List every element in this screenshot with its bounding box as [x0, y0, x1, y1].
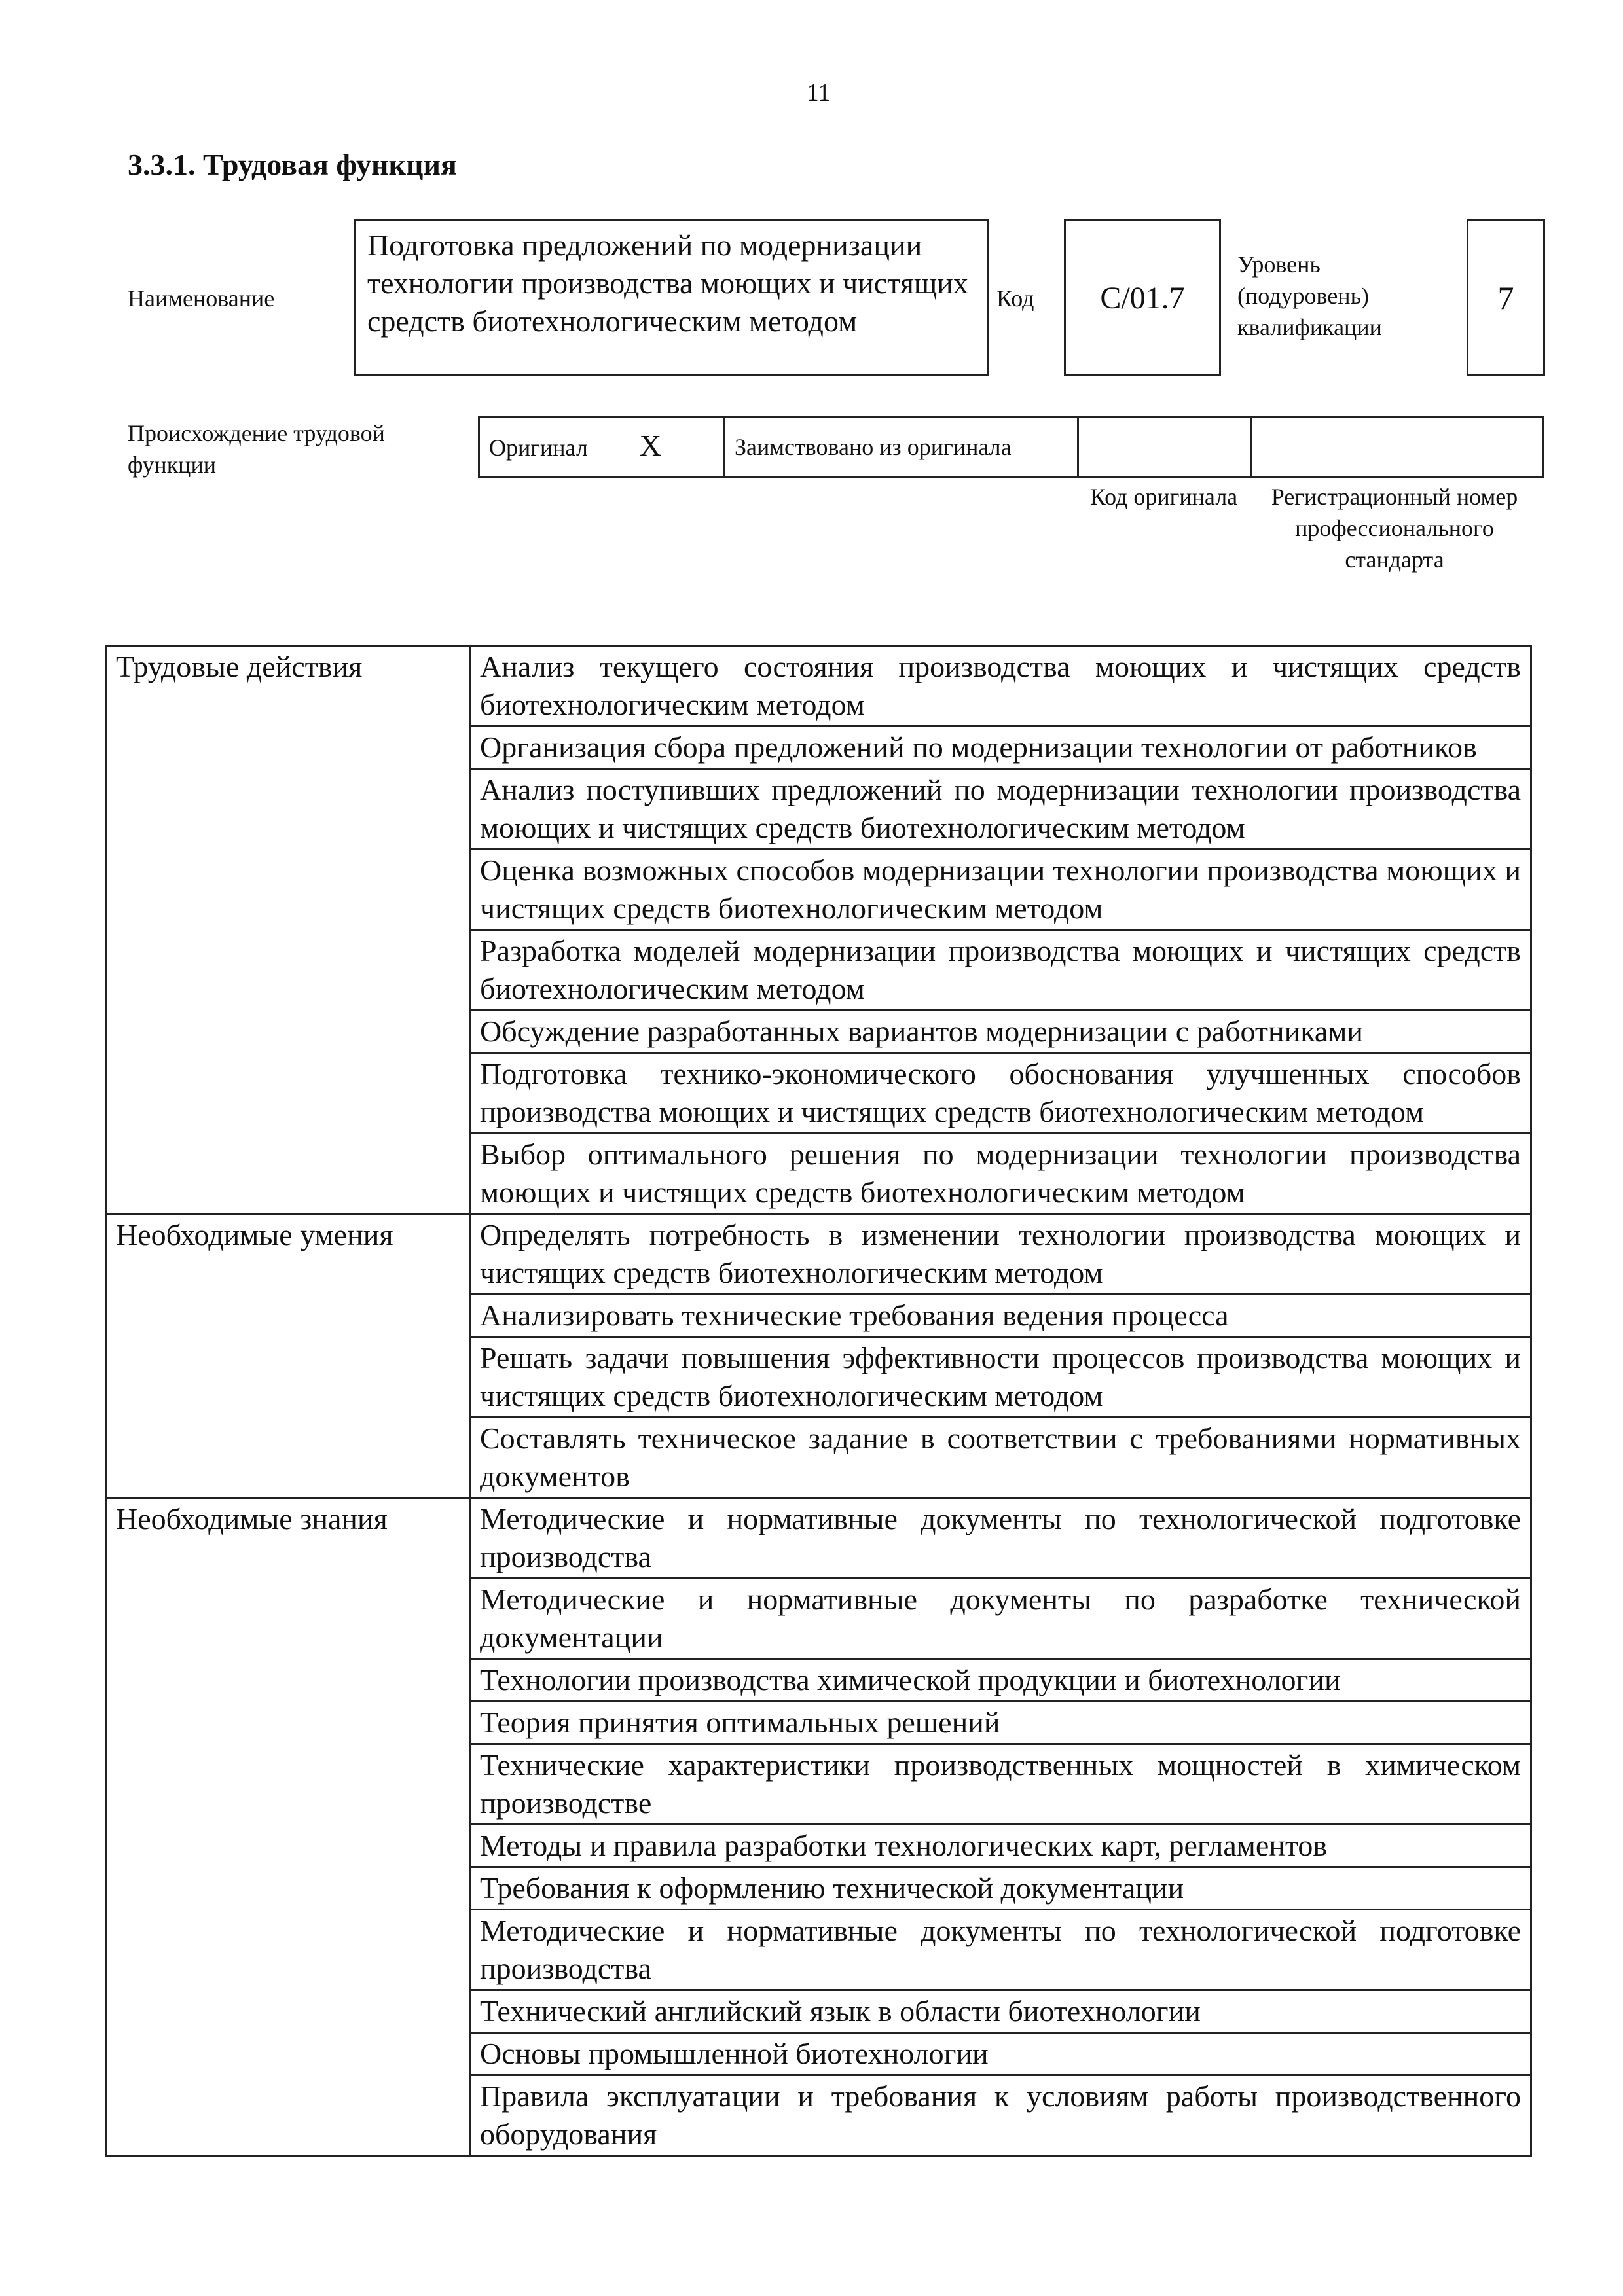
- name-value: Подготовка предложений по модернизации технологии производства моющих и чистящих средств биотехнологическим методом: [354, 219, 989, 376]
- table-cell: Анализировать технические требования ведения процесса: [470, 1295, 1531, 1337]
- table-cell: Обсуждение разработанных вариантов модернизации с работниками: [470, 1011, 1531, 1053]
- table-cell: Правила эксплуатации и требования к условиям работы производственного оборудования: [470, 2075, 1531, 2156]
- table-row: [106, 1498, 1531, 1579]
- table-cell: Определять потребность в изменении технологии производства моющих и чистящих средств биотехнологическим методом: [470, 1214, 1531, 1295]
- table-row: [106, 1214, 1531, 1295]
- category-cell: Трудовые действия: [106, 646, 470, 1214]
- original-label: Оригинал: [489, 435, 588, 461]
- table-cell: Основы промышленной биотехнологии: [470, 2033, 1531, 2075]
- level-value: 7: [1467, 219, 1545, 376]
- table-cell: Организация сбора предложений по модернизации технологии от работников: [470, 726, 1531, 769]
- table-cell: Анализ текущего состояния производства моющих и чистящих средств биотехнологическим методом: [470, 646, 1531, 726]
- level-label: Уровень (подуровень) квалификации: [1237, 251, 1382, 340]
- name-label: Наименование: [128, 285, 275, 312]
- table-cell: Технический английский язык в области биотехнологии: [470, 1990, 1531, 2033]
- borrowed-label: Заимствовано из оригинала: [725, 417, 1078, 477]
- code-value: С/01.7: [1064, 219, 1221, 376]
- table-cell: Анализ поступивших предложений по модернизации технологии производства моющих и чистящих средств биотехнологическим методом: [470, 769, 1531, 850]
- table-cell: Технические характеристики производственных мощностей в химическом производстве: [470, 1744, 1531, 1825]
- table-cell: Методические и нормативные документы по технологической подготовке производства: [470, 1498, 1531, 1579]
- table-cell: Требования к оформлению технической документации: [470, 1867, 1531, 1910]
- origin-label: Происхождение трудовой функции: [128, 420, 385, 478]
- page-number: 11: [806, 79, 831, 107]
- table-cell: Составлять техническое задание в соответствии с требованиями нормативных документов: [470, 1418, 1531, 1498]
- table-cell: Выбор оптимального решения по модернизации технологии производства моющих и чистящих средств биотехнологическим методом: [470, 1134, 1531, 1214]
- function-table: [105, 645, 1532, 2157]
- table-cell: Методические и нормативные документы по технологической подготовке производства: [470, 1910, 1531, 1990]
- table-cell: Технологии производства химической продукции и биотехнологии: [470, 1659, 1531, 1702]
- category-cell: Необходимые умения: [106, 1214, 470, 1498]
- section-title: 3.3.1. Трудовая функция: [128, 148, 457, 181]
- table-cell: Подготовка технико-экономического обоснования улучшенных способов производства моющих и чистящих средств биотехнологическим методом: [470, 1053, 1531, 1134]
- table-cell: Теория принятия оптимальных решений: [470, 1702, 1531, 1744]
- table-cell: Решать задачи повышения эффективности процессов производства моющих и чистящих средств биотехнологическим методом: [470, 1337, 1531, 1418]
- code-original-caption: Код оригинала: [1089, 484, 1238, 510]
- reg-number-cell: [1252, 417, 1543, 477]
- table-cell: Оценка возможных способов модернизации технологии производства моющих и чистящих средств биотехнологическим методом: [470, 850, 1531, 930]
- reg-number-caption: Регистрационный номер профессионального стандарта: [1271, 484, 1518, 573]
- table-cell: Разработка моделей модернизации производства моющих и чистящих средств биотехнологическим методом: [470, 930, 1531, 1011]
- table-cell: Методы и правила разработки технологических карт, регламентов: [470, 1825, 1531, 1867]
- original-mark: X: [639, 429, 662, 462]
- code-label: Код: [996, 285, 1034, 312]
- table-cell: Методические и нормативные документы по разработке технической документации: [470, 1579, 1531, 1659]
- origin-original-cell: [479, 417, 725, 477]
- category-cell: Необходимые знания: [106, 1498, 470, 2156]
- origin-table: [478, 416, 1544, 478]
- code-original-cell: [1078, 417, 1252, 477]
- table-row: [106, 646, 1531, 726]
